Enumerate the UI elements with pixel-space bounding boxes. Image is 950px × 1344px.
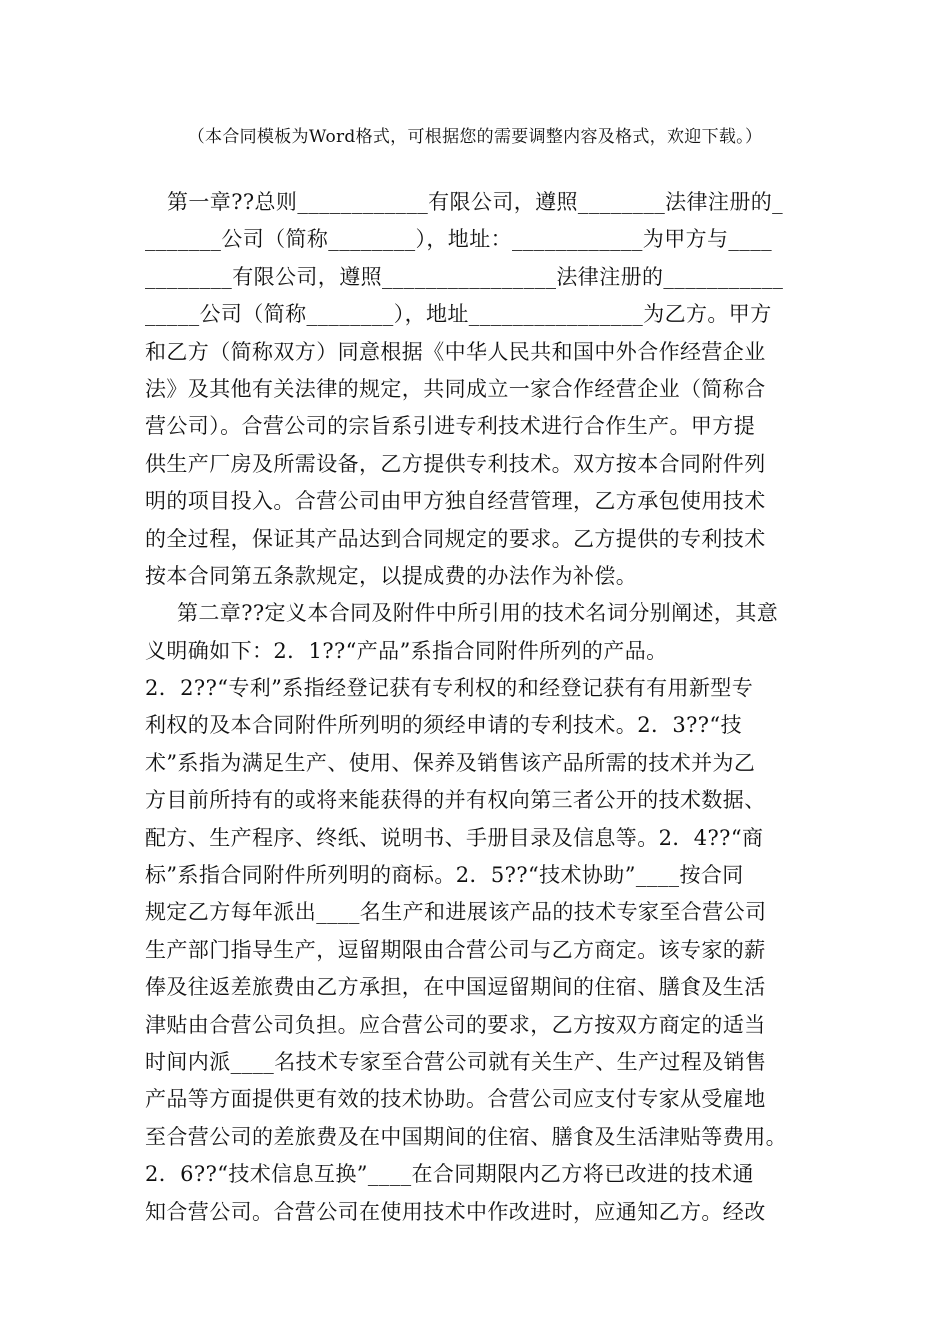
text-line: 利权的及本合同附件所列明的须经申请的专利技术。2．3??“技: [145, 713, 742, 738]
text-line: 配方、生产程序、终纸、说明书、手册目录及信息等。2．4??“商: [145, 825, 764, 850]
text-line: 义明确如下：2．1??“产品”系指合同附件所列的产品。: [145, 638, 668, 663]
text-line: 按本合同第五条款规定，以提成费的办法作为补偿。: [145, 563, 638, 588]
text-line: 至合营公司的差旅费及在中国期间的住宿、膳食及生活津贴等费用。: [145, 1124, 787, 1149]
template-note: （本合同模板为Word格式，可根据您的需要调整内容及格式，欢迎下载。）: [187, 127, 763, 147]
text-line: 产品等方面提供更有效的技术协助。合营公司应支付专家从受雇地: [145, 1087, 766, 1112]
text-line: 术”系指为满足生产、使用、保养及销售该产品所需的技术并为乙: [145, 750, 756, 775]
text-line: 和乙方（简称双方）同意根据《中华人民共和国中外合作经营企业: [145, 339, 766, 364]
text-line: 标”系指合同附件所列明的商标。2．5??“技术协助”____按合同: [145, 863, 744, 888]
text-line: 营公司）。合营公司的宗旨系引进专利技术进行合作生产。甲方提: [145, 414, 756, 439]
text-line: 法》及其他有关法律的规定，共同成立一家合作经营企业（简称合: [145, 376, 766, 401]
text-line: 明的项目投入。合营公司由甲方独自经营管理，乙方承包使用技术: [145, 489, 766, 514]
text-line: 的全过程，保证其产品达到合同规定的要求。乙方提供的专利技术: [145, 526, 766, 551]
text-line: 2．2??“专利”系指经登记获有专利权的和经登记获有有用新型专: [145, 676, 754, 701]
text-line: _______公司（简称________），地址：____________为甲方与____: [145, 227, 772, 252]
text-line: 第二章??定义本合同及附件中所引用的技术名词分别阐述，其意: [177, 601, 779, 626]
text-line: 第一章??总则____________有限公司，遵照________法律注册的_: [167, 190, 784, 214]
contract-body: [145, 184, 805, 1231]
text-line: ________有限公司，遵照________________法律注册的___________: [145, 264, 784, 289]
text-line: 生产部门指导生产，逗留期限由合营公司与乙方商定。该专家的薪: [145, 937, 766, 962]
text-line: 俸及往返差旅费由乙方承担，在中国逗留期间的住宿、膳食及生活: [145, 975, 766, 1000]
text-line: 知合营公司。合营公司在使用技术中作改进时，应通知乙方。经改: [145, 1199, 766, 1224]
text-line: 2．6??“技术信息互换”____在合同期限内乙方将已改进的技术通: [145, 1162, 754, 1187]
text-line: 津贴由合营公司负担。应合营公司的要求，乙方按双方商定的适当: [145, 1012, 766, 1037]
text-line: 方目前所持有的或将来能获得的并有权向第三者公开的技术数据、: [145, 788, 766, 813]
text-line: 时间内派____名技术专家至合营公司就有关生产、生产过程及销售: [145, 1049, 767, 1074]
text-line: _____公司（简称________），地址________________为乙方。甲方: [145, 302, 772, 327]
text-line: 规定乙方每年派出____名生产和进展该产品的技术专家至合营公司: [145, 900, 767, 925]
text-line: 供生产厂房及所需设备，乙方提供专利技术。双方按本合同附件列: [145, 451, 766, 476]
